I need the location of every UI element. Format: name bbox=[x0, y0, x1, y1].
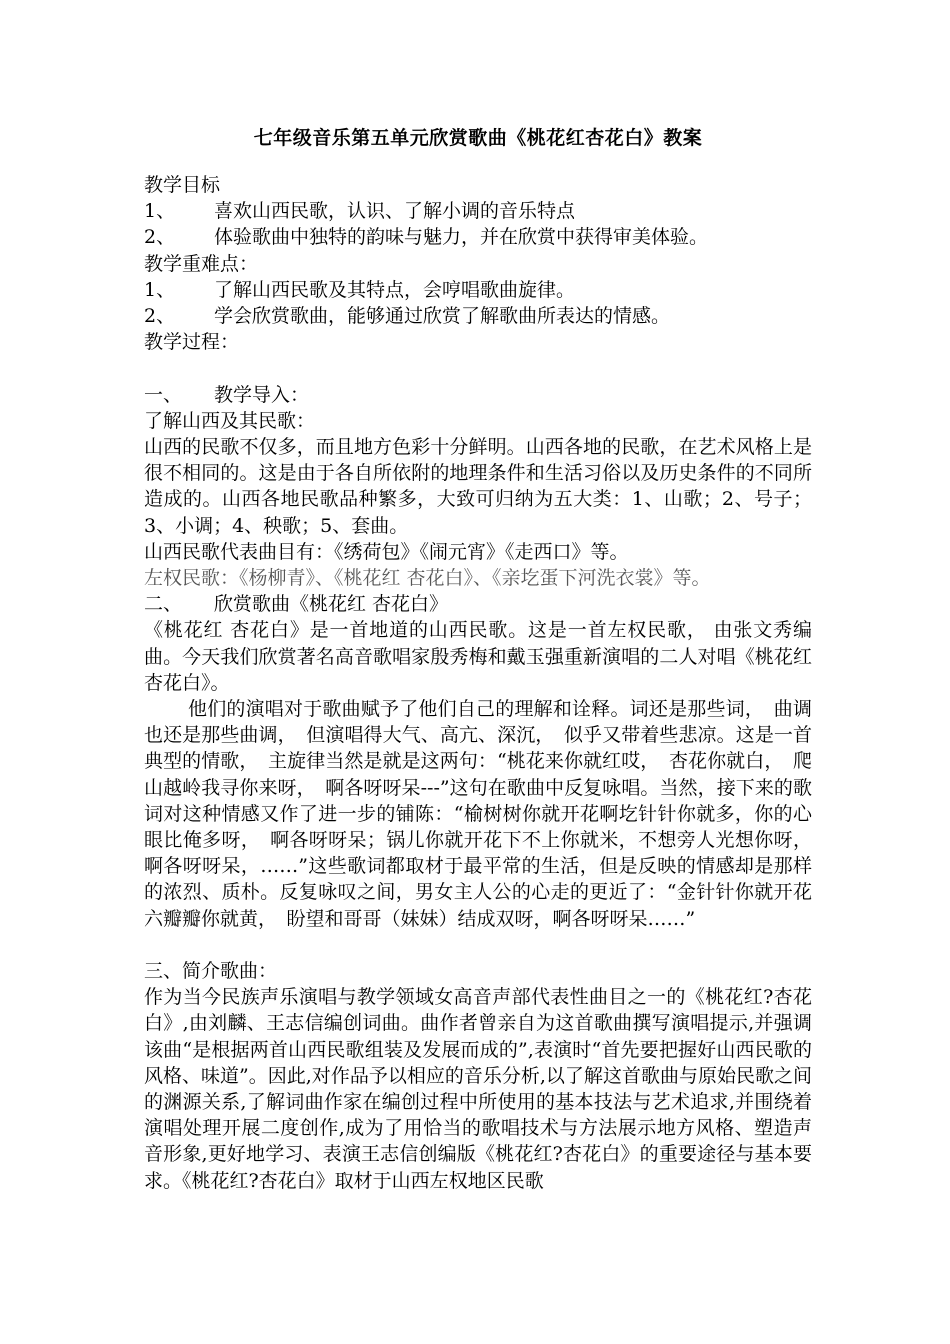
goal-item-number: 1、 bbox=[144, 200, 176, 223]
difficulty-item-number: 1、 bbox=[144, 278, 176, 301]
section2-heading bbox=[144, 591, 812, 617]
blank-line bbox=[144, 355, 812, 381]
difficulty-item bbox=[144, 277, 812, 303]
section1-representative-line: 山西民歌代表曲目有：《绣荷包》《闹元宵》《走西口》等。 bbox=[144, 540, 629, 563]
section2-title: 欣赏歌曲《桃花红 杏花白》 bbox=[214, 593, 449, 616]
process-heading: 教学过程： bbox=[144, 331, 240, 354]
goal-item bbox=[144, 198, 812, 224]
section2-paragraph-1: 《桃花红 杏花白》是一首地道的山西民歌。这是一首左权民歌， 由张文秀编曲。今天我们欣赏著名高音歌唱家殷秀梅和戴玉强重新演唱的二人对唱《桃花红 杏花白》。 bbox=[144, 619, 832, 694]
goal-item-number: 2、 bbox=[144, 226, 176, 249]
section1-paragraph: 山西的民歌不仅多，而且地方色彩十分鲜明。山西各地的民歌，在艺术风格上是很不相同的。这是由于各自所依附的地理条件和生活习俗以及历史条件的不同所造成的。山西各地民歌品种繁多，大致可归纳为五大类：1、山歌；2、号子；3、小调；4、秧歌；5、套曲。 bbox=[144, 436, 812, 537]
difficulties-heading: 教学重难点： bbox=[144, 252, 259, 275]
difficulty-item-text: 了解山西民歌及其特点，会哼唱歌曲旋律。 bbox=[214, 278, 576, 301]
section1-zuoquan-line: 左权民歌：《杨柳青》、《桃花红 杏花白》、《亲圪蛋下河洗衣裳》等。 bbox=[144, 567, 711, 590]
goal-item-text: 体验歌曲中独特的韵味与魅力，并在欣赏中获得审美体验。 bbox=[214, 226, 709, 249]
section1-heading bbox=[144, 382, 812, 408]
difficulty-item-number: 2、 bbox=[144, 305, 176, 328]
section1-number: 一、 bbox=[144, 383, 183, 406]
difficulty-item bbox=[144, 303, 812, 329]
section3-paragraph: 作为当今民族声乐演唱与教学领域女高音声部代表性曲目之一的《桃花红?杏花白》,由刘麟、王志信编创词曲。曲作者曾亲自为这首歌曲撰写演唱提示,并强调该曲“是根据两首山西民歌组装及发展而成的”,表演时“首先要把握好山西民歌的风格、味道”。因此,对作品予以相应的音乐分析,以了解这首歌曲与原始民歌之间的渊源关系,了解词曲作家在编创过程中所使用的基本技法与艺术追求,并围绕着演唱处理开展二度创作,成为了用恰当的歌唱技术与方法展示地方风格、塑造声音形象,更好地学习、表演王志信创编版《桃花红?杏花白》的重要途径与基本要求。《桃花红?杏花白》取材于山西左权地区民歌 bbox=[144, 986, 812, 1192]
section3-heading: 三、简介歌曲： bbox=[144, 960, 278, 983]
goals-heading: 教学目标 bbox=[144, 174, 221, 196]
section1-title: 教学导入： bbox=[214, 383, 310, 406]
blank-line bbox=[144, 932, 812, 958]
goal-item bbox=[144, 224, 812, 250]
difficulty-item-text: 学会欣赏歌曲，能够通过欣赏了解歌曲所表达的情感。 bbox=[214, 305, 671, 328]
section2-number: 二、 bbox=[144, 593, 183, 616]
document-title: 七年级音乐第五单元欣赏歌曲《桃花红杏花白》教案 bbox=[253, 127, 703, 149]
document-page bbox=[144, 118, 832, 1194]
goal-item-text: 喜欢山西民歌，认识、了解小调的音乐特点 bbox=[214, 200, 576, 223]
section1-subheading: 了解山西及其民歌： bbox=[144, 409, 316, 432]
section2-paragraph-2: 他们的演唱对于歌曲赋予了他们自己的理解和诠释。词还是那些词， 曲调也还是那些曲调， 但演唱得大气、高亢、深沉， 似乎又带着些悲凉。这是一首典型的情歌， 主旋律当然是就是这两句：“桃花来你就红哎， 杏花你就白， 爬山越岭我寻你来呀， 啊各呀呀呆---”这句在歌曲中反复咏唱。当然，接下来的歌词对这种情感又作了进一步的铺陈：“榆树树你就开花啊圪针针你就多，你的心眼比俺多呀， 啊各呀呀呆；锅儿你就开花下不上你就米，不想旁人光想你呀，啊各呀呀呆，……”这些歌词都取材于最平常的生活，但是反映的情感却是那样的浓烈、质朴。反复咏叹之间，男女主人公的心走的更近了：“金针针你就开花六瓣瓣你就黄， 盼望和哥哥（妹妹）结成双呀，啊各呀呀呆……” bbox=[144, 698, 812, 930]
